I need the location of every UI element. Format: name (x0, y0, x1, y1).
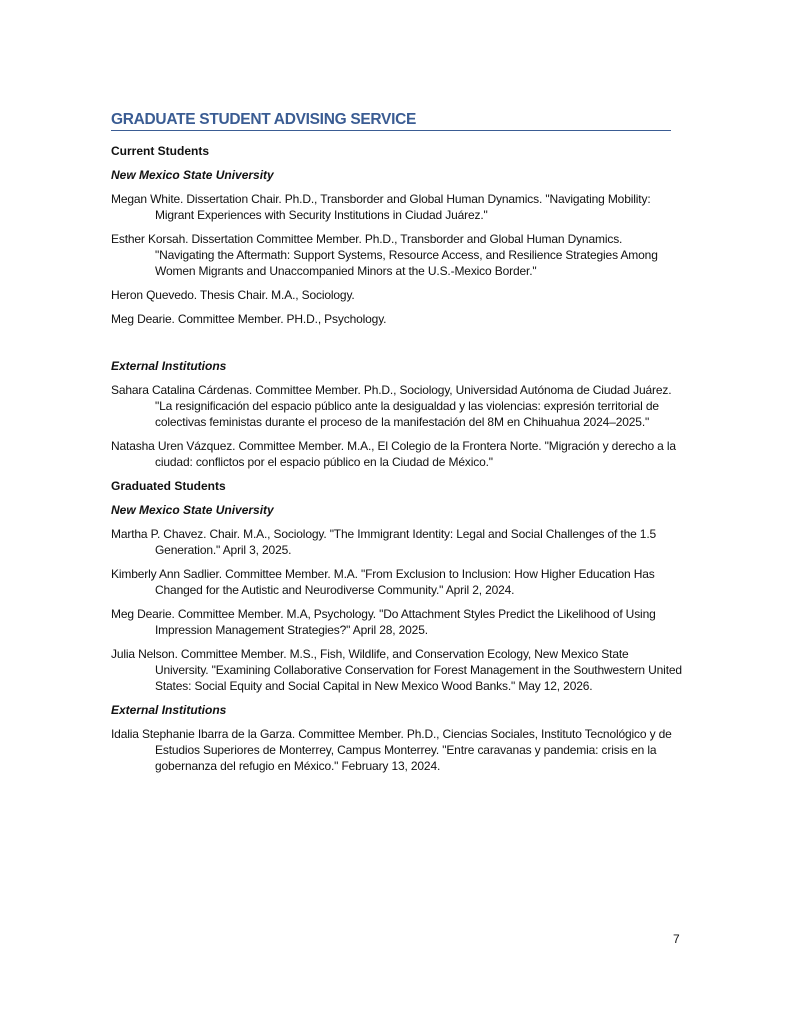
list-item: Martha P. Chavez. Chair. M.A., Sociology. "The Immigrant Identity: Legal and Social Challenges of the 1.5 Generation." April 3, 2025. (111, 527, 657, 557)
current-students-heading: Current Students (111, 144, 210, 158)
list-item: Meg Dearie. Committee Member. M.A, Psychology. "Do Attachment Styles Predict the Likelihood of Using Impression Management Strategies?" April 28, 2025. (111, 607, 656, 637)
graduated-nmsu-heading: New Mexico State University (111, 503, 274, 517)
page-number: 7 (673, 932, 680, 946)
list-item: Natasha Uren Vázquez. Committee Member. M.A., El Colegio de la Frontera Norte. "Migración y derecho a la ciudad: conflictos por el espacio público en la Ciudad de México." (111, 439, 676, 469)
current-nmsu-heading: New Mexico State University (111, 168, 274, 182)
list-item: Meg Dearie. Committee Member. PH.D., Psychology. (111, 312, 387, 326)
graduated-students-heading: Graduated Students (111, 479, 226, 493)
list-item: Heron Quevedo. Thesis Chair. M.A., Sociology. (111, 288, 355, 302)
current-external-heading: External Institutions (111, 359, 227, 373)
list-item: Esther Korsah. Dissertation Committee Member. Ph.D., Transborder and Global Human Dynamics. "Navigating the Aftermath: Support Systems, Resource Access, and Resilience Strategies Among Women Migrants and Unaccompanied Minors at the U.S.-Mexico Border." (111, 232, 658, 278)
section-title: GRADUATE STUDENT ADVISING SERVICE (111, 111, 671, 131)
list-item: Kimberly Ann Sadlier. Committee Member. M.A. "From Exclusion to Inclusion: How Higher Education Has Changed for the Autistic and Neurodiverse Community." April 2, 2024. (111, 567, 655, 597)
document-page (111, 111, 683, 774)
list-item: Idalia Stephanie Ibarra de la Garza. Committee Member. Ph.D., Ciencias Sociales, Instituto Tecnológico y de Estudios Superiores de Monterrey, Campus Monterrey. "Entre caravanas y pandemia: crisis en la gobernanza del refugio en México." February 13, 2024. (111, 727, 672, 773)
list-item: Megan White. Dissertation Chair. Ph.D., Transborder and Global Human Dynamics. "Navigating Mobility: Migrant Experiences with Security Institutions in Ciudad Juárez." (111, 192, 651, 222)
list-item: Sahara Catalina Cárdenas. Committee Member. Ph.D., Sociology, Universidad Autónoma de Ciudad Juárez. "La resignificación del espacio público ante la desigualdad y las violencias: expresión territorial de colectivas feministas durante el proceso de la manifestación del 8M en Chihuahua 2024–2025." (111, 383, 672, 429)
list-item: Julia Nelson. Committee Member. M.S., Fish, Wildlife, and Conservation Ecology, New Mexico State University. "Examining Collaborative Conservation for Forest Management in the Southwestern United States: Social Equity and Social Capital in New Mexico Wood Banks." May 12, 2026. (111, 647, 682, 693)
graduated-external-heading: External Institutions (111, 703, 227, 717)
